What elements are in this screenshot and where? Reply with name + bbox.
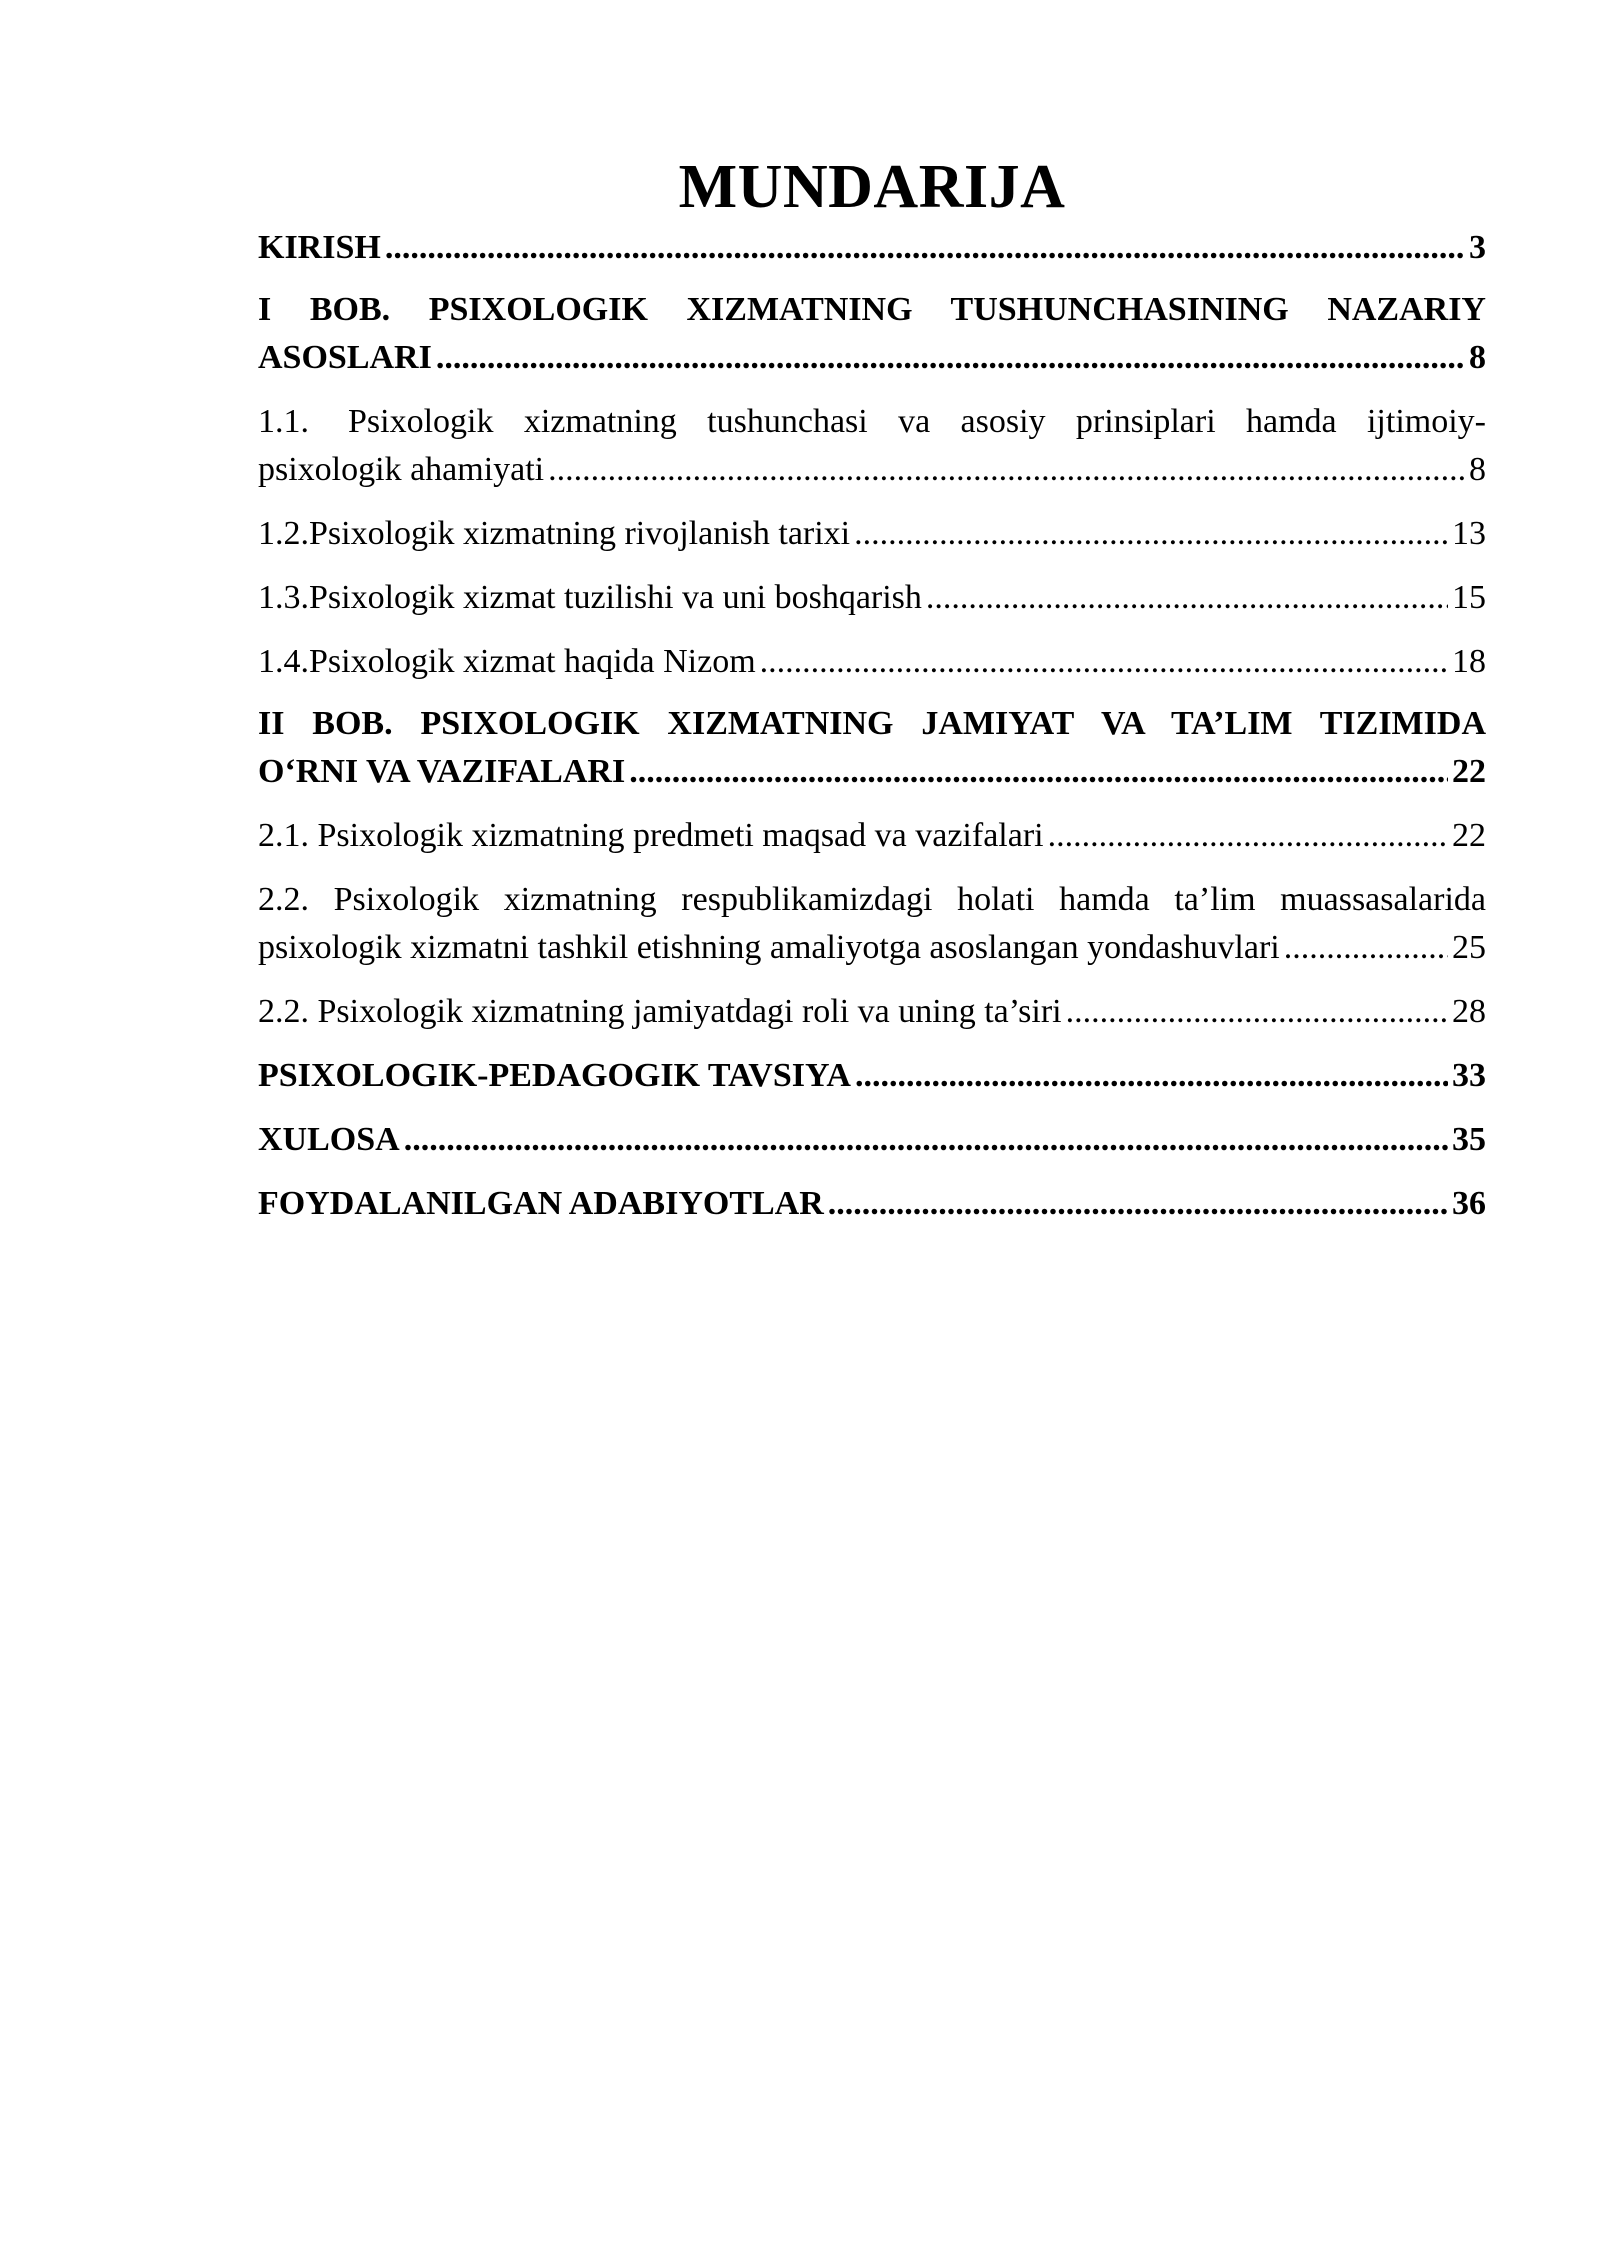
- toc-entry-label-line-1: 2.2. Psixologik xizmatning respublikamizdagi holati hamda ta’lim muassasalarida: [258, 881, 1486, 918]
- toc-page-number: 33: [1452, 1057, 1486, 1094]
- toc-entry-section-1-1[interactable]: [258, 398, 1486, 494]
- toc-entry-label-line-2: psixologik ahamiyati: [258, 451, 545, 488]
- toc-page-number: 8: [1469, 451, 1486, 488]
- toc-page-number: 28: [1452, 993, 1486, 1030]
- toc-entry-label: PSIXOLOGIK-PEDAGOGIK TAVSIYA: [258, 1057, 851, 1094]
- dot-leader: [385, 224, 1465, 272]
- toc-entry-adabiyotlar[interactable]: [258, 1180, 1486, 1228]
- toc-entry-label-line-2: psixologik xizmatni tashkil etishning amaliyotga asoslangan yondashuvlari: [258, 929, 1280, 966]
- toc-entry-label-line-2: O‘RNI VA VAZIFALARI: [258, 753, 626, 790]
- toc-entry-label: Psixologik xizmat tuzilishi va uni boshqarish: [309, 579, 922, 616]
- document-page: [258, 150, 1486, 1228]
- toc-section-number: 1.3.: [258, 579, 309, 616]
- toc-entry-label: KIRISH: [258, 229, 381, 266]
- table-of-contents: [258, 224, 1486, 1228]
- toc-entry-section-2-2-a[interactable]: [258, 876, 1486, 972]
- toc-entry-label-line-2: ASOSLARI: [258, 339, 432, 376]
- dot-leader: [548, 446, 1465, 494]
- toc-page-number: 8: [1469, 339, 1486, 376]
- toc-entry-section-2-1[interactable]: [258, 812, 1486, 860]
- dot-leader: [854, 510, 1448, 558]
- toc-page-number: 18: [1452, 643, 1486, 680]
- toc-entry-section-1-4[interactable]: [258, 638, 1486, 686]
- toc-entry-label: XULOSA: [258, 1121, 400, 1158]
- toc-page-number: 22: [1452, 817, 1486, 854]
- toc-title: MUNDARIJA: [678, 153, 1066, 221]
- toc-entry-label: FOYDALANILGAN ADABIYOTLAR: [258, 1185, 824, 1222]
- toc-entry-label: 2.2. Psixologik xizmatning jamiyatdagi roli va uning ta’siri: [258, 993, 1062, 1030]
- dot-leader: [1066, 988, 1448, 1036]
- toc-entry-section-1-3[interactable]: [258, 574, 1486, 622]
- toc-entry-label: Psixologik xizmatning rivojlanish tarixi: [309, 515, 851, 552]
- toc-entry-section-1-2[interactable]: [258, 510, 1486, 558]
- dot-leader: [436, 334, 1465, 382]
- toc-entry-label-line-1: I BOB. PSIXOLOGIK XIZMATNING TUSHUNCHASINING NAZARIY: [258, 291, 1486, 328]
- toc-page-number: 22: [1452, 753, 1486, 790]
- toc-entry-label: 2.1. Psixologik xizmatning predmeti maqsad va vazifalari: [258, 817, 1044, 854]
- toc-page-number: 13: [1452, 515, 1486, 552]
- toc-page-number: 3: [1469, 229, 1486, 266]
- toc-section-number: 1.1.: [258, 403, 309, 440]
- dot-leader: [404, 1116, 1448, 1164]
- toc-entry-section-2-2-b[interactable]: [258, 988, 1486, 1036]
- dot-leader: [760, 638, 1448, 686]
- toc-entry-label-line-1: Psixologik xizmatning tushunchasi va asosiy prinsiplari hamda ijtimoiy-: [348, 403, 1486, 440]
- toc-section-number: 1.2.: [258, 515, 309, 552]
- toc-entry-chapter-1[interactable]: [258, 286, 1486, 382]
- toc-page-number: 25: [1452, 929, 1486, 966]
- toc-section-number: 1.4.: [258, 643, 309, 680]
- toc-entry-tavsiya[interactable]: [258, 1052, 1486, 1100]
- toc-page-number: 36: [1452, 1185, 1486, 1222]
- dot-leader: [1284, 924, 1448, 972]
- dot-leader: [1048, 812, 1448, 860]
- dot-leader: [629, 748, 1448, 796]
- dot-leader: [828, 1180, 1448, 1228]
- toc-entry-label: Psixologik xizmat haqida Nizom: [309, 643, 756, 680]
- toc-entry-label-line-1: II BOB. PSIXOLOGIK XIZMATNING JAMIYAT VA TA’LIM TIZIMIDA: [258, 705, 1486, 742]
- dot-leader: [926, 574, 1448, 622]
- toc-page-number: 15: [1452, 579, 1486, 616]
- toc-page-number: 35: [1452, 1121, 1486, 1158]
- toc-entry-chapter-2[interactable]: [258, 700, 1486, 796]
- toc-entry-kirish[interactable]: [258, 224, 1486, 272]
- dot-leader: [855, 1052, 1448, 1100]
- toc-entry-xulosa[interactable]: [258, 1116, 1486, 1164]
